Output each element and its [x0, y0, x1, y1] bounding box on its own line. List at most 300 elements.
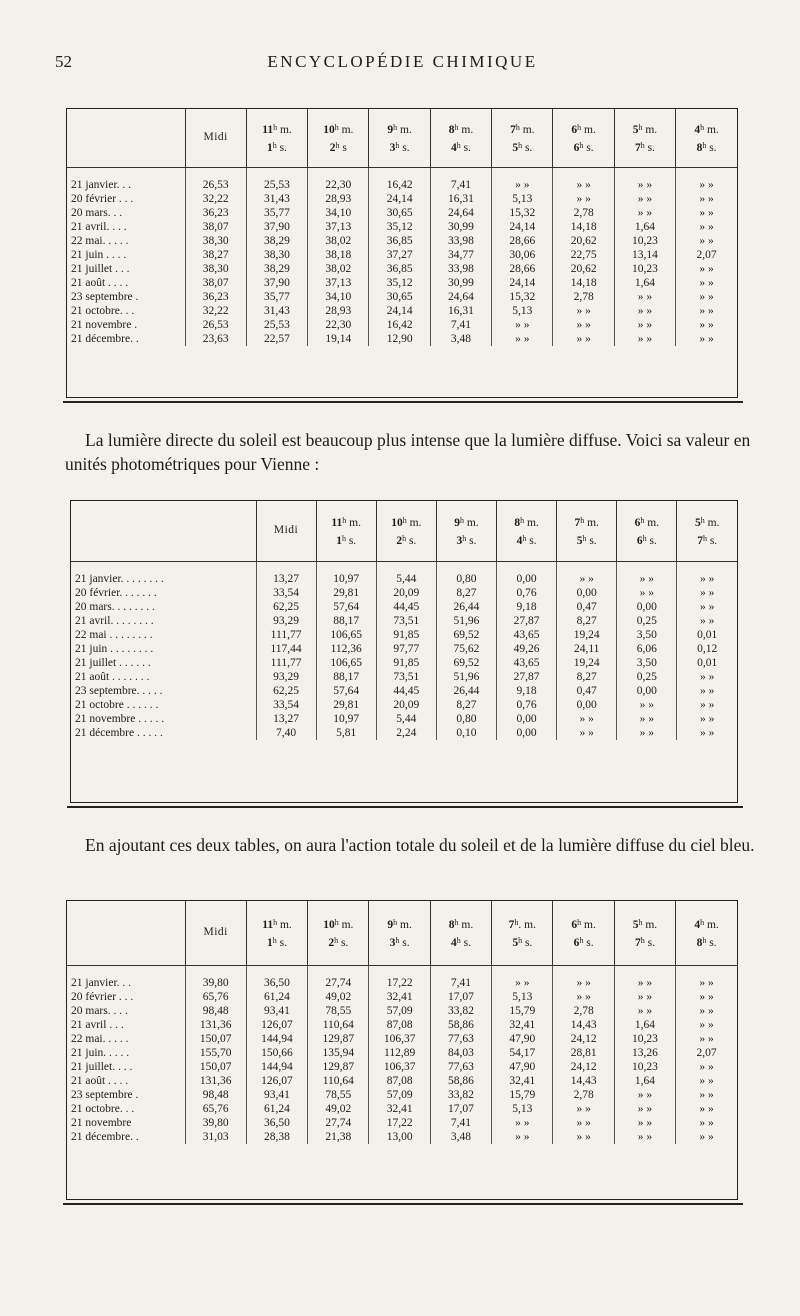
value-cell: » » [557, 726, 617, 740]
table-row [67, 290, 737, 304]
value-cell: 2,78 [553, 290, 614, 304]
value-cell: 19,14 [308, 332, 369, 346]
column-header-top: 5$^h$ m. [694, 515, 720, 529]
column-header-bottom: 7$^h$ s. [697, 533, 718, 547]
value-cell: 126,07 [246, 1018, 307, 1032]
value-cell: 93,29 [256, 670, 316, 684]
value-cell: 24,64 [430, 206, 491, 220]
value-cell: 30,99 [430, 276, 491, 290]
row-date-cell: 23 septembre. . . . . [71, 684, 256, 698]
value-cell: 39,80 [185, 965, 246, 990]
value-cell: 19,24 [557, 656, 617, 670]
column-header [308, 109, 369, 167]
column-header [246, 901, 307, 965]
value-cell: 30,65 [369, 206, 430, 220]
value-cell: 54,17 [492, 1046, 553, 1060]
column-header-top: 4$^h$ m. [694, 122, 719, 136]
value-cell: 10,23 [614, 1060, 675, 1074]
value-cell: 35,77 [246, 206, 307, 220]
row-date-cell: 22 mai. . . . . [67, 234, 185, 248]
value-cell: » » [553, 192, 614, 206]
value-cell: » » [557, 712, 617, 726]
value-cell: 78,55 [308, 1088, 369, 1102]
value-cell: 131,36 [185, 1074, 246, 1088]
column-header-bottom: 4$^h$ s. [450, 935, 471, 949]
row-date-cell: 21 novembre [67, 1116, 185, 1130]
value-cell: 77,63 [430, 1060, 491, 1074]
row-date-cell: 21 avril. . . . [67, 220, 185, 234]
column-header-top: 4$^h$ m. [694, 917, 719, 931]
value-cell: » » [614, 1102, 675, 1116]
value-cell: 1,64 [614, 1018, 675, 1032]
column-header-bottom: 6$^h$ s. [636, 533, 657, 547]
table-diffuse-light [66, 108, 738, 398]
value-cell: » » [614, 332, 675, 346]
value-cell: 33,54 [256, 586, 316, 600]
row-date-cell: 21 octobre . . . . . . [71, 698, 256, 712]
column-header-top: 8$^h$ m. [514, 515, 539, 529]
value-cell: 5,44 [376, 712, 436, 726]
value-cell: 37,90 [246, 220, 307, 234]
value-cell: 39,80 [185, 1116, 246, 1130]
value-cell: » » [699, 1130, 714, 1143]
column-header-top: 5$^h$ m. [632, 917, 658, 931]
value-cell: 15,32 [492, 290, 553, 304]
column-header-bottom: 8$^h$ s. [696, 935, 717, 949]
paragraph-direct-light-intro: La lumière directe du soleil est beaucoup plus intense que la lumière diffuse. Voici sa valeur en unités photométriques pour Vienne : [65, 430, 751, 474]
value-cell: » » [617, 712, 677, 726]
value-cell: » » [699, 206, 714, 219]
value-cell: 33,98 [430, 234, 491, 248]
value-cell: 23,63 [185, 332, 246, 346]
value-cell: » » [614, 206, 675, 220]
value-cell: » » [492, 318, 553, 332]
value-cell: 91,85 [376, 656, 436, 670]
column-header-top: 7$^h$ m. [574, 515, 599, 529]
value-cell: 0,47 [557, 684, 617, 698]
value-cell: » » [614, 990, 675, 1004]
value-cell: » » [699, 304, 714, 317]
value-cell: 33,82 [430, 1004, 491, 1018]
value-cell: » » [617, 698, 677, 712]
value-cell: 98,48 [185, 1004, 246, 1018]
value-cell: 49,02 [308, 990, 369, 1004]
value-cell: 34,10 [308, 290, 369, 304]
value-cell: » » [492, 965, 553, 990]
value-cell: 24,12 [553, 1032, 614, 1046]
table-row [71, 628, 737, 642]
value-cell: 49,02 [308, 1102, 369, 1116]
value-cell: 9,18 [497, 684, 557, 698]
value-cell: 129,87 [308, 1060, 369, 1074]
value-cell: 47,90 [492, 1060, 553, 1074]
value-cell: 65,76 [185, 1102, 246, 1116]
value-cell: 126,07 [246, 1074, 307, 1088]
row-date-cell: 21 juillet . . . . . . [71, 656, 256, 670]
value-cell: 49,26 [497, 642, 557, 656]
column-header [614, 901, 675, 965]
table-row [67, 1116, 737, 1130]
value-cell: 129,87 [308, 1032, 369, 1046]
value-cell: 2,78 [553, 1004, 614, 1018]
value-cell: » » [492, 1116, 553, 1130]
value-cell: 7,41 [430, 965, 491, 990]
column-header-bottom: 5$^h$ s. [512, 140, 533, 154]
value-cell: 65,76 [185, 990, 246, 1004]
column-header-bottom: 3$^h$ s. [389, 140, 410, 154]
value-cell: 93,41 [246, 1004, 307, 1018]
value-cell: 36,50 [246, 965, 307, 990]
column-header-top: 11$^h$ m. [331, 515, 361, 529]
value-cell: 98,48 [185, 1088, 246, 1102]
column-header-top: 6$^h$ m. [571, 122, 596, 136]
value-cell: 58,86 [430, 1074, 491, 1088]
value-cell: 35,12 [369, 276, 430, 290]
table-row [67, 990, 737, 1004]
value-cell: 26,44 [436, 600, 496, 614]
value-cell: 0,00 [557, 586, 617, 600]
column-header-top: Midi [273, 524, 299, 537]
value-cell: » » [553, 332, 614, 346]
value-cell: 17,07 [430, 1102, 491, 1116]
value-cell: » » [700, 698, 715, 711]
value-cell: 9,18 [497, 600, 557, 614]
table-row [71, 586, 737, 600]
value-cell: 14,18 [553, 220, 614, 234]
value-cell: » » [614, 290, 675, 304]
value-cell: 10,23 [614, 234, 675, 248]
value-cell: 1,64 [614, 1074, 675, 1088]
value-cell: 31,43 [246, 304, 307, 318]
column-header [430, 109, 491, 167]
value-cell: 111,77 [256, 656, 316, 670]
value-cell: 0,00 [497, 712, 557, 726]
table-direct-sunlight [70, 500, 738, 803]
column-header [677, 501, 737, 561]
value-cell: » » [700, 614, 715, 627]
column-header-top: 10$^h$ m. [391, 515, 422, 529]
value-cell: 112,36 [316, 642, 376, 656]
value-cell: 69,52 [436, 656, 496, 670]
value-cell: 25,53 [246, 318, 307, 332]
value-cell: 7,40 [256, 726, 316, 740]
column-header-bottom: 6$^h$ s. [573, 935, 594, 949]
value-cell: 6,06 [617, 642, 677, 656]
table-row [71, 670, 737, 684]
value-cell: 7,41 [430, 167, 491, 192]
value-cell: » » [700, 726, 715, 739]
value-cell: 77,63 [430, 1032, 491, 1046]
value-cell: 15,79 [492, 1004, 553, 1018]
value-cell: » » [614, 167, 675, 192]
value-cell: 31,03 [185, 1130, 246, 1144]
value-cell: 0,00 [617, 684, 677, 698]
value-cell: 0,00 [617, 600, 677, 614]
header-blank-cell [71, 501, 256, 561]
value-cell: 36,85 [369, 234, 430, 248]
data-table [67, 109, 737, 346]
table-row [67, 248, 737, 262]
row-date-cell: 21 juin . . . . . . . . [71, 642, 256, 656]
column-header-top: 7$^h$ m. [510, 122, 535, 136]
value-cell: » » [699, 234, 714, 247]
value-cell: 22,75 [553, 248, 614, 262]
value-cell: » » [614, 1130, 675, 1144]
value-cell: » » [699, 1004, 714, 1017]
value-cell: 37,13 [308, 220, 369, 234]
column-header-bottom: 4$^h$ s. [450, 140, 471, 154]
header-blank-cell [67, 901, 185, 965]
row-date-cell: 23 septembre . [67, 1088, 185, 1102]
value-cell: 20,62 [553, 262, 614, 276]
column-header [308, 901, 369, 965]
value-cell: » » [492, 167, 553, 192]
value-cell: » » [553, 304, 614, 318]
value-cell: 0,00 [557, 698, 617, 712]
value-cell: 58,86 [430, 1018, 491, 1032]
value-cell: 106,37 [369, 1032, 430, 1046]
value-cell: 8,27 [557, 670, 617, 684]
value-cell: » » [553, 318, 614, 332]
table-row [67, 1088, 737, 1102]
row-date-cell: 21 octobre. . . [67, 1102, 185, 1116]
value-cell: 34,10 [308, 206, 369, 220]
value-cell: 5,13 [492, 192, 553, 206]
column-header-top: 9$^h$ m. [387, 122, 412, 136]
row-date-cell: 21 juillet. . . . [67, 1060, 185, 1074]
value-cell: 20,09 [376, 698, 436, 712]
value-cell: » » [617, 586, 677, 600]
value-cell: » » [553, 1130, 614, 1144]
column-header-bottom: 1$^h$ s. [267, 935, 287, 949]
column-header [676, 901, 737, 965]
table-row [67, 262, 737, 276]
value-cell: 15,79 [492, 1088, 553, 1102]
column-header-bottom: 2$^h$ s. [396, 533, 417, 547]
table-row [67, 167, 737, 192]
row-date-cell: 20 février. . . . . . . [71, 586, 256, 600]
value-cell: 10,97 [316, 712, 376, 726]
value-cell: 84,03 [430, 1046, 491, 1060]
value-cell: 150,07 [185, 1032, 246, 1046]
row-date-cell: 21 janvier. . . . . . . . [71, 561, 256, 586]
column-header-top: 6$^h$ m. [634, 515, 660, 529]
column-header-bottom: 2$^h$ s. [328, 935, 349, 949]
value-cell: » » [553, 167, 614, 192]
value-cell: 106,65 [316, 628, 376, 642]
value-cell: » » [699, 262, 714, 275]
value-cell: » » [699, 276, 714, 289]
value-cell: 13,00 [369, 1130, 430, 1144]
column-header-bottom: 7$^h$ s. [634, 140, 655, 154]
value-cell: 14,43 [553, 1074, 614, 1088]
table-row [71, 698, 737, 712]
value-cell: 37,27 [369, 248, 430, 262]
value-cell: 15,32 [492, 206, 553, 220]
value-cell: » » [617, 726, 677, 740]
value-cell: » » [492, 332, 553, 346]
value-cell: 57,64 [316, 600, 376, 614]
value-cell: 0,01 [697, 628, 718, 641]
value-cell: 0,12 [697, 642, 718, 655]
value-cell: 36,23 [185, 206, 246, 220]
table-row [67, 276, 737, 290]
value-cell: 3,48 [430, 1130, 491, 1144]
column-header-top: 11$^h$ m. [262, 122, 292, 136]
column-header [492, 901, 553, 965]
value-cell: 131,36 [185, 1018, 246, 1032]
value-cell: 32,41 [492, 1074, 553, 1088]
value-cell: 37,90 [246, 276, 307, 290]
table-row [71, 561, 737, 586]
row-date-cell: 21 novembre . . . . . [71, 712, 256, 726]
value-cell: » » [553, 1102, 614, 1116]
value-cell: 61,24 [246, 990, 307, 1004]
column-header-top: 9$^h$ m. [454, 515, 479, 529]
value-cell: 22,30 [308, 167, 369, 192]
value-cell: 38,02 [308, 234, 369, 248]
value-cell: » » [699, 178, 714, 191]
table-row [67, 1074, 737, 1088]
row-date-cell: 21 décembre . . . . . [71, 726, 256, 740]
value-cell: 22,30 [308, 318, 369, 332]
value-cell: 2,78 [553, 206, 614, 220]
value-cell: 28,66 [492, 262, 553, 276]
column-header [256, 501, 316, 561]
column-header [185, 901, 246, 965]
value-cell: 0,25 [617, 614, 677, 628]
value-cell: 110,64 [308, 1074, 369, 1088]
column-header-top: 11$^h$ m. [262, 917, 292, 931]
table-row [67, 1018, 737, 1032]
row-date-cell: 20 mars. . . [67, 206, 185, 220]
value-cell: 7,41 [430, 1116, 491, 1130]
row-date-cell: 21 août . . . . [67, 276, 185, 290]
value-cell: 5,13 [492, 1102, 553, 1116]
row-date-cell: 21 janvier. . . [67, 167, 185, 192]
table-row [67, 192, 737, 206]
column-header-top: Midi [203, 926, 228, 939]
value-cell: 32,41 [492, 1018, 553, 1032]
value-cell: 0,00 [497, 561, 557, 586]
value-cell: 93,29 [256, 614, 316, 628]
value-cell: » » [700, 600, 715, 613]
row-date-cell: 21 janvier. . . [67, 965, 185, 990]
row-date-cell: 21 décembre. . [67, 1130, 185, 1144]
value-cell: 38,27 [185, 248, 246, 262]
value-cell: 0,47 [557, 600, 617, 614]
column-header [246, 109, 307, 167]
column-header [369, 109, 430, 167]
value-cell: » » [700, 572, 715, 585]
column-header [369, 901, 430, 965]
value-cell: 2,07 [696, 248, 717, 261]
value-cell: 57,64 [316, 684, 376, 698]
value-cell: 32,41 [369, 1102, 430, 1116]
value-cell: 38,29 [246, 262, 307, 276]
value-cell: 19,24 [557, 628, 617, 642]
value-cell: 30,65 [369, 290, 430, 304]
value-cell: » » [553, 990, 614, 1004]
value-cell: 62,25 [256, 600, 316, 614]
value-cell: 8,27 [436, 586, 496, 600]
value-cell: » » [700, 712, 715, 725]
column-header [185, 109, 246, 167]
value-cell: 26,44 [436, 684, 496, 698]
value-cell: » » [699, 1074, 714, 1087]
value-cell: » » [699, 290, 714, 303]
table-row [67, 234, 737, 248]
column-header-top: 7$^h$. m. [508, 917, 536, 931]
value-cell: 32,41 [369, 990, 430, 1004]
column-header [557, 501, 617, 561]
value-cell: 93,41 [246, 1088, 307, 1102]
value-cell: 30,99 [430, 220, 491, 234]
table-row [67, 1130, 737, 1144]
value-cell: 150,07 [185, 1060, 246, 1074]
value-cell: » » [617, 561, 677, 586]
value-cell: 8,27 [557, 614, 617, 628]
table-row [67, 220, 737, 234]
value-cell: 33,82 [430, 1088, 491, 1102]
value-cell: 111,77 [256, 628, 316, 642]
value-cell: 29,81 [316, 586, 376, 600]
value-cell: 20,62 [553, 234, 614, 248]
row-date-cell: 20 février . . . [67, 192, 185, 206]
row-date-cell: 21 décembre. . [67, 332, 185, 346]
data-table [71, 501, 737, 740]
row-date-cell: 21 avril. . . . . . . . [71, 614, 256, 628]
value-cell: 97,77 [376, 642, 436, 656]
value-cell: 32,22 [185, 304, 246, 318]
value-cell: 0,10 [436, 726, 496, 740]
value-cell: » » [699, 332, 714, 345]
value-cell: 17,22 [369, 965, 430, 990]
value-cell: 28,81 [553, 1046, 614, 1060]
value-cell: 110,64 [308, 1018, 369, 1032]
value-cell: 12,90 [369, 332, 430, 346]
table-row [67, 1004, 737, 1018]
value-cell: 0,01 [697, 656, 718, 669]
table-row [71, 656, 737, 670]
value-cell: » » [614, 192, 675, 206]
value-cell: 91,85 [376, 628, 436, 642]
value-cell: » » [700, 684, 715, 697]
value-cell: 10,97 [316, 561, 376, 586]
value-cell: » » [614, 1116, 675, 1130]
value-cell: 34,77 [430, 248, 491, 262]
value-cell: » » [553, 1116, 614, 1130]
value-cell: 13,14 [614, 248, 675, 262]
column-header-bottom: 8$^h$ s. [696, 140, 717, 154]
value-cell: 27,74 [308, 965, 369, 990]
value-cell: 88,17 [316, 614, 376, 628]
value-cell: » » [699, 192, 714, 205]
value-cell: 0,80 [436, 561, 496, 586]
value-cell: 16,31 [430, 304, 491, 318]
column-header-top: 8$^h$ m. [448, 122, 474, 136]
table-total-light [66, 900, 738, 1200]
value-cell: 0,76 [497, 698, 557, 712]
value-cell: 27,87 [497, 614, 557, 628]
header-blank-cell [67, 109, 185, 167]
row-date-cell: 21 août . . . . . . . [71, 670, 256, 684]
value-cell: 30,06 [492, 248, 553, 262]
table-row [71, 600, 737, 614]
value-cell: 38,02 [308, 262, 369, 276]
column-header [617, 501, 677, 561]
value-cell: 2,24 [376, 726, 436, 740]
